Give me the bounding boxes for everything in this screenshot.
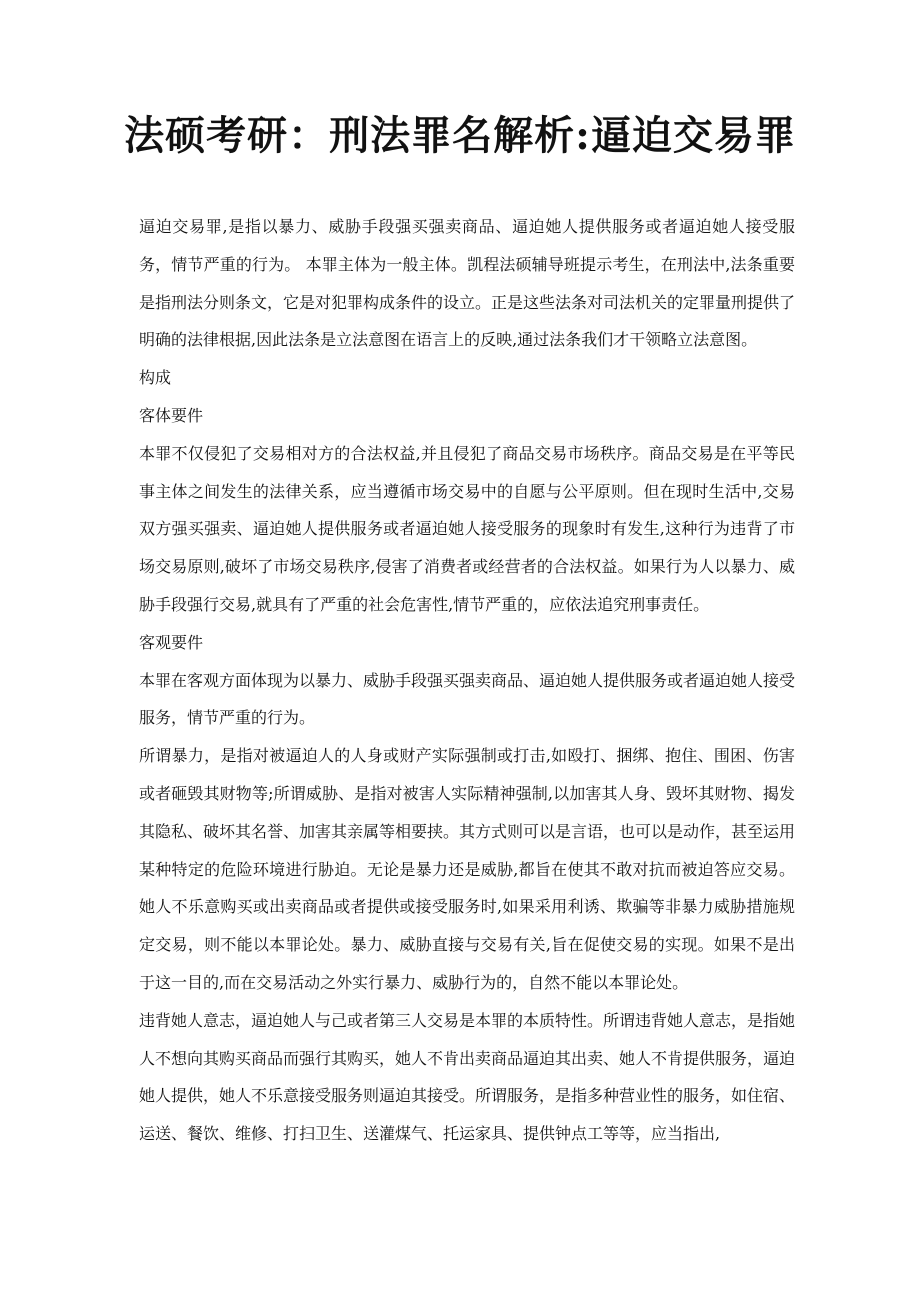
- paragraph-violence-threat: 所谓暴力，是指对被逼迫人的人身或财产实际强制或打击,如殴打、捆绑、抱住、围困、伤害或者砸毁其财物等;所谓威胁、是指对被害人实际精神强制,以加害其人身、毁坏其财物、揭发其隐私、破坏其名誉、加害其亲属等相要挟。其方式则可以是言语，也可以是动作，甚至运用某种特定的危险环境进行胁迫。无论是暴力还是威胁,都旨在使其不敢对抗而被迫答应交易。她人不乐意购买或出卖商品或者提供或接受服务时,如果采用利诱、欺骗等非暴力威胁措施规定交易，则不能以本罪论处。暴力、威胁直接与交易有关,旨在促使交易的实现。如果不是出于这一目的,而在交易活动之外实行暴力、威胁行为的，自然不能以本罪论处。: [139, 746, 796, 992]
- paragraph-object-element: 本罪不仅侵犯了交易相对方的合法权益,并且侵犯了商品交易市场秩序。商品交易是在平等民事主体之间发生的法律关系，应当遵循市场交易中的自愿与公平原则。但在现时生活中,交易双方强买强卖、逼迫她人提供服务或者逼迫她人接受服务的现象时有发生,这种行为违背了市场交易原则,破坏了市场交易秩序,侵害了消费者或经营者的合法权益。如果行为人以暴力、威胁手段强行交易,就具有了严重的社会危害性,情节严重的，应依法追究刑事责任。: [139, 443, 795, 614]
- section-heading-object-element: 客体要件: [139, 405, 204, 425]
- paragraph-against-will: 违背她人意志，逼迫她人与己或者第三人交易是本罪的本质特性。所谓违背她人意志，是指她人不想向其购买商品而强行其购买，她人不肯出卖商品逼迫其出卖、她人不肯提供服务，逼迫她人提供，她人不乐意接受服务则逼迫其接受。所谓服务，是指多种营业性的服务，如住宿、运送、餐饮、维修、打扫卫生、送灌煤气、托运家具、提供钟点工等等，应当指出,: [139, 1010, 796, 1144]
- section-heading-composition: 构成: [139, 368, 172, 388]
- page-title: 法硕考研：刑法罪名解析:逼迫交易罪: [124, 112, 796, 159]
- paragraph-intro: 逼迫交易罪,是指以暴力、威胁手段强买强卖商品、逼迫她人提供服务或者逼迫她人接受服务，情节严重的行为。 本罪主体为一般主体。凯程法硕辅导班提示考生，在刑法中,法条重要是指刑法分则条文，它是对犯罪构成条件的设立。正是这些法条对司法机关的定罪量刑提供了明确的法律根据,因此法条是立法意图在语言上的反映,通过法条我们才干领略立法意图。: [139, 217, 796, 350]
- section-heading-objective-element: 客观要件: [139, 632, 204, 652]
- paragraph-objective-element: 本罪在客观方面体现为以暴力、威胁手段强买强卖商品、逼迫她人提供服务或者逼迫她人接受服务，情节严重的行为。: [139, 670, 796, 728]
- document-body: [139, 208, 795, 1153]
